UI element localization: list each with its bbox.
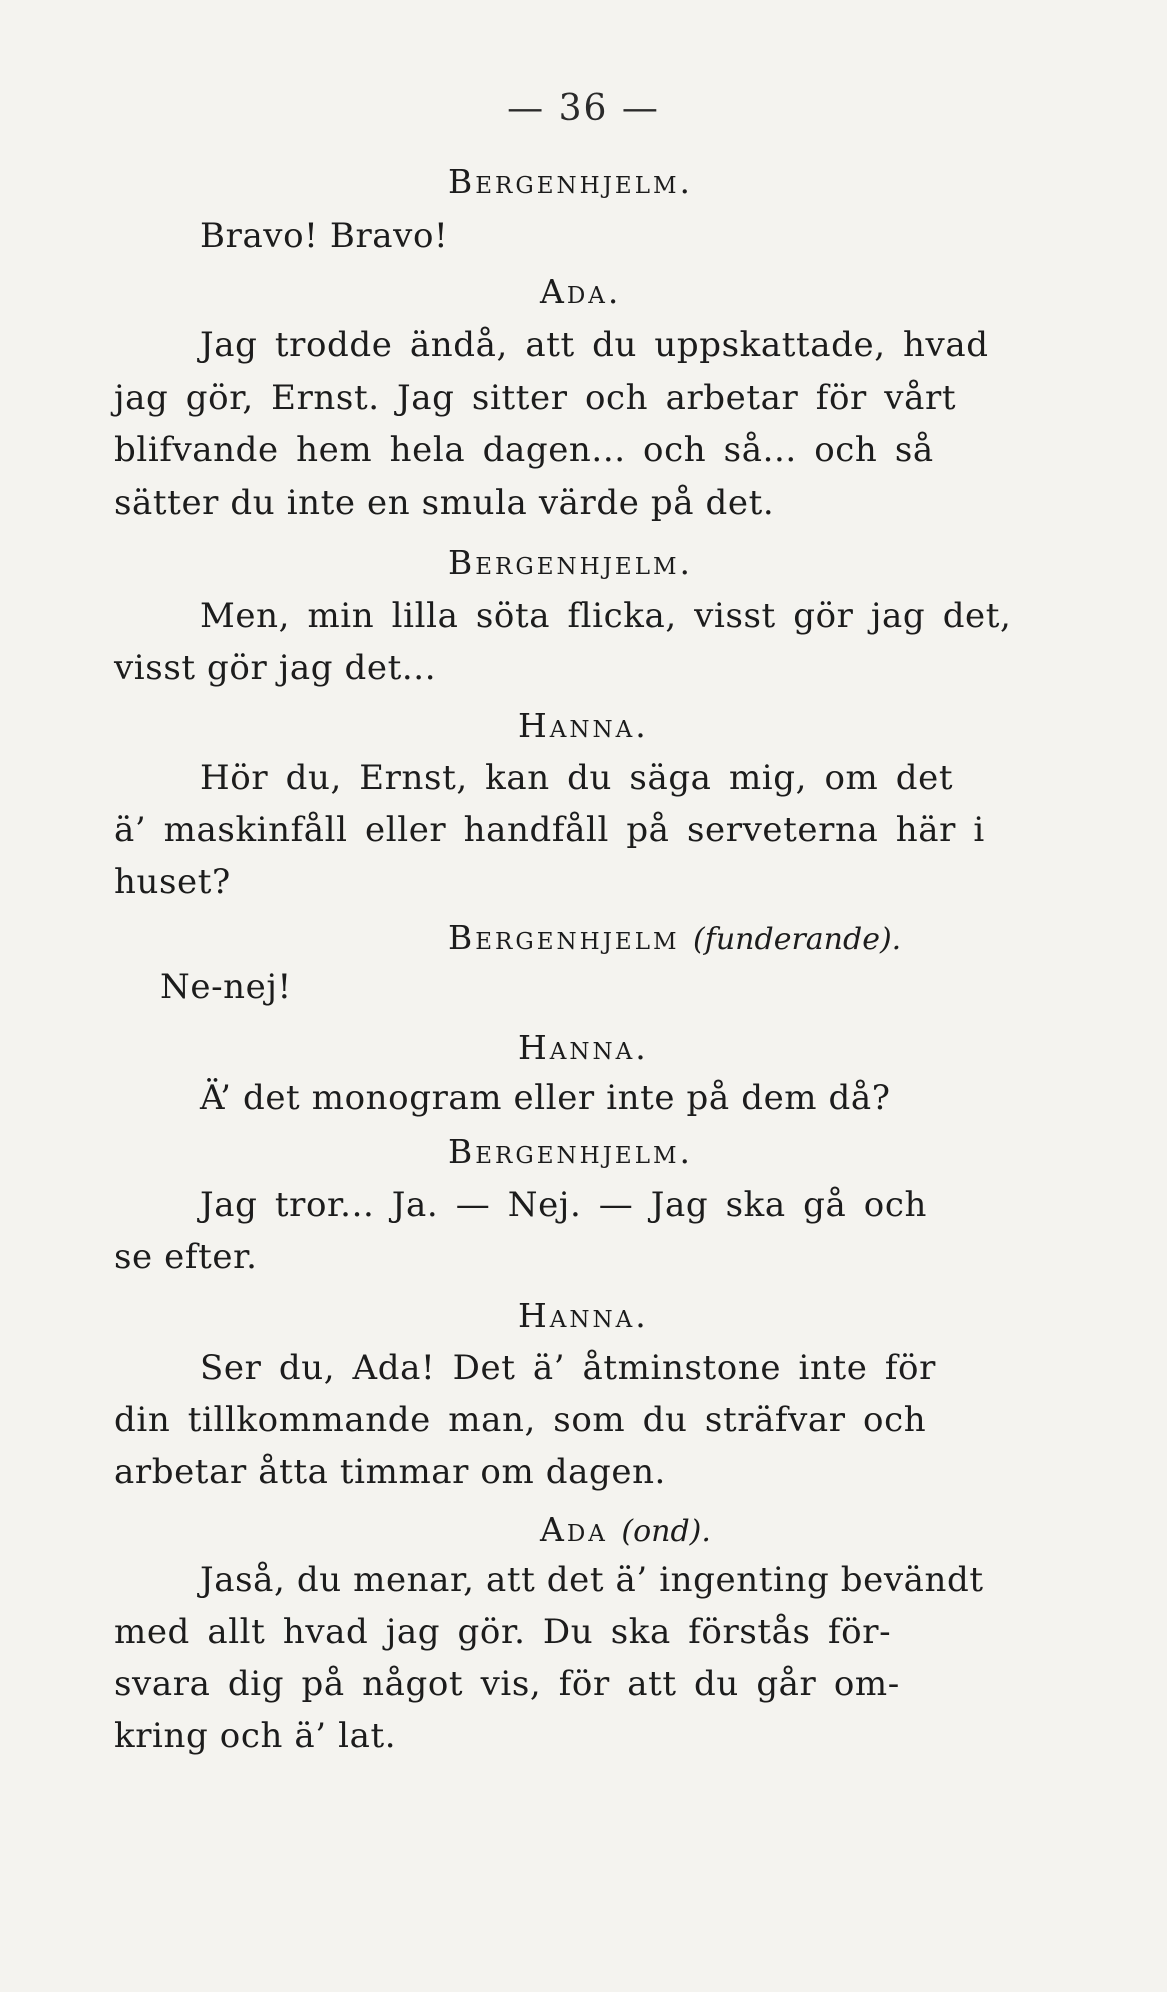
- speaker-name: Hanna.: [518, 1296, 649, 1335]
- dialogue-line: arbetar åtta timmar om dagen.: [114, 1452, 666, 1492]
- stage-direction: (funderande).: [693, 922, 902, 957]
- speaker-with-direction: [448, 918, 901, 957]
- dialogue-line: Jaså, du menar, att det ä’ ingenting bevändt: [200, 1560, 984, 1600]
- speaker-name: Bergenhjelm.: [448, 543, 694, 582]
- dialogue-line: svara dig på något vis, för att du går om-: [114, 1664, 900, 1704]
- dialogue-line: Jag tror... Ja. — Nej. — Jag ska gå och: [200, 1185, 928, 1225]
- dialogue-line: ä’ maskinfåll eller handfåll på serveterna här i: [114, 810, 985, 850]
- dialogue-line: din tillkommande man, som du sträfvar och: [114, 1400, 927, 1440]
- dialogue-line: visst gör jag det...: [114, 648, 437, 688]
- speaker-name: Ada: [540, 1510, 608, 1549]
- dialogue-line: se efter.: [114, 1237, 258, 1277]
- speaker-name: Hanna.: [518, 1028, 649, 1067]
- dialogue-line: Ne-nej!: [160, 967, 292, 1007]
- dialogue-line: Men, min lilla söta flicka, visst gör jag det,: [200, 596, 1012, 636]
- speaker-name: Bergenhjelm.: [448, 162, 694, 201]
- stage-direction: (ond).: [621, 1514, 711, 1549]
- dialogue-line: Ser du, Ada! Det ä’ åtminstone inte för: [200, 1348, 936, 1388]
- speaker-name: Ada.: [540, 272, 622, 311]
- speaker-name: Bergenhjelm: [448, 918, 680, 957]
- dialogue-line: huset?: [114, 862, 231, 902]
- speaker-name: Hanna.: [518, 706, 649, 745]
- dialogue-line: blifvande hem hela dagen... och så... och så: [114, 430, 934, 470]
- page-number: — 36 —: [507, 88, 660, 129]
- dialogue-line: Ä’ det monogram eller inte på dem då?: [200, 1078, 891, 1118]
- dialogue-line: med allt hvad jag gör. Du ska förstås för-: [114, 1612, 892, 1652]
- dialogue-line: Hör du, Ernst, kan du säga mig, om det: [200, 758, 954, 798]
- speaker-name: Bergenhjelm.: [448, 1132, 694, 1171]
- dialogue-line: kring och ä’ lat.: [114, 1716, 397, 1756]
- speaker-with-direction: [540, 1510, 711, 1549]
- dialogue-line: sätter du inte en smula värde på det.: [114, 483, 775, 523]
- dialogue-line: jag gör, Ernst. Jag sitter och arbetar för vårt: [114, 378, 957, 418]
- dialogue-line: Bravo! Bravo!: [200, 216, 449, 256]
- dialogue-line: Jag trodde ändå, att du uppskattade, hvad: [200, 325, 989, 365]
